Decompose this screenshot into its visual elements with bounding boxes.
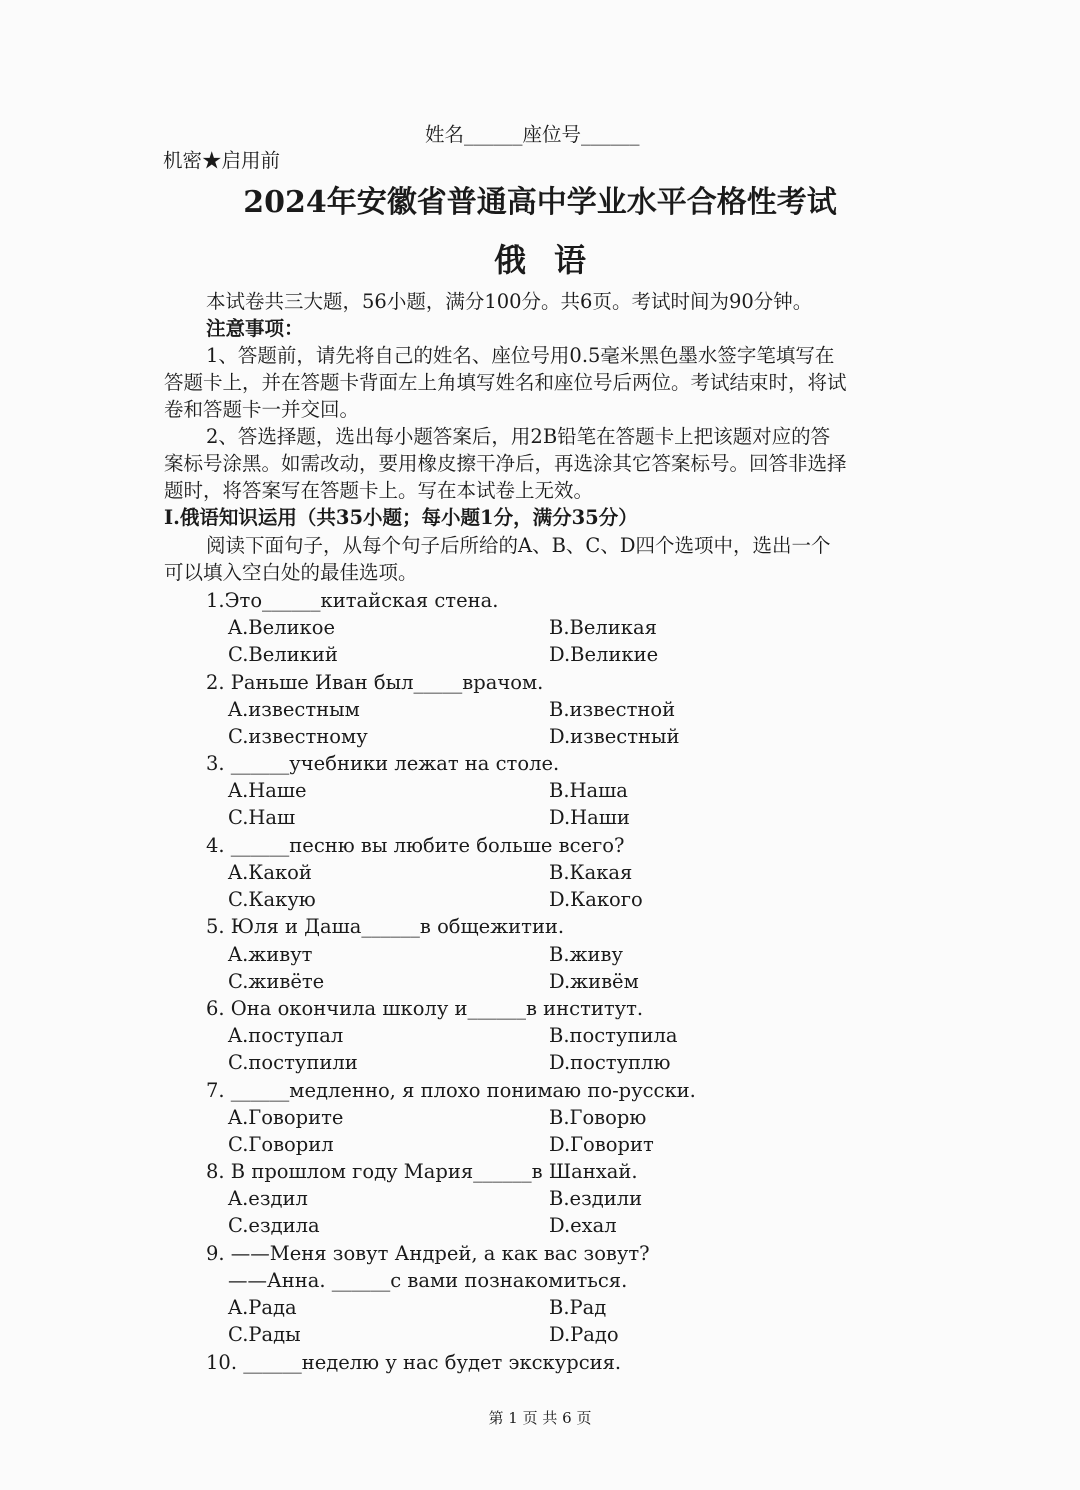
question-9-option-a: A.Рада [228, 1296, 297, 1319]
exam-title: 2024年安徽省普通高中学业水平合格性考试 [243, 185, 837, 220]
question-9-option-c: C.Рады [228, 1323, 301, 1346]
question-6-option-a: A.поступал [228, 1024, 344, 1047]
question-3-option-c: C.Наш [228, 806, 296, 829]
question-9-option-b: B.Рад [549, 1296, 607, 1319]
question-7-option-c: C.Говорил [228, 1133, 334, 1156]
question-4-stem: 4. ______песню вы любите больше всего? [206, 834, 625, 857]
name-seat-field: 姓名______座位号______ [425, 123, 640, 146]
question-4-option-b: B.Какая [549, 861, 633, 884]
section-1-heading: I.俄语知识运用（共35小题；每小题1分，满分35分） [164, 506, 638, 529]
exam-subject: 俄语 [493, 241, 614, 279]
question-8-option-b: B.ездили [549, 1187, 643, 1210]
question-2-option-b: B.известной [549, 698, 676, 721]
notice-1-line-1: 1、答题前，请先将自己的姓名、座位号用0.5毫米黑色墨水签字笔填写在 [206, 344, 835, 367]
question-9-stem-reply: ——Анна. ______с вами познакомиться. [228, 1269, 628, 1292]
question-8-option-d: D.ехал [549, 1214, 617, 1237]
question-8-option-a: A.ездил [228, 1187, 308, 1210]
question-1-stem: 1.Это______китайская стена. [206, 589, 499, 612]
question-7-option-a: A.Говорите [228, 1106, 344, 1129]
notice-2-line-1: 2、答选择题，选出每小题答案后，用2B铅笔在答题卡上把该题对应的答 [206, 425, 831, 448]
question-5-option-a: A.живут [228, 943, 313, 966]
question-5-option-d: D.живём [549, 970, 639, 993]
section-1-instruction-2: 可以填入空白处的最佳选项。 [164, 561, 418, 584]
exam-summary: 本试卷共三大题，56小题，满分100分。共6页。考试时间为90分钟。 [206, 290, 813, 313]
question-5-option-b: B.живу [549, 943, 623, 966]
question-1-option-d: D.Великие [549, 643, 659, 666]
question-4-option-c: C.Какую [228, 888, 316, 911]
question-7-stem: 7. ______медленно, я плохо понимаю по-русски. [206, 1079, 696, 1102]
question-9-stem: 9. ——Меня зовут Андрей, а как вас зовут? [206, 1242, 650, 1265]
notice-heading: 注意事项： [206, 317, 304, 340]
question-10-stem: 10. ______неделю у нас будет экскурсия. [206, 1351, 622, 1374]
question-5-option-c: C.живёте [228, 970, 325, 993]
notice-1-line-2: 答题卡上，并在答题卡背面左上角填写姓名和座位号后两位。考试结束时，将试 [164, 371, 847, 394]
question-4-option-a: A.Какой [228, 861, 312, 884]
question-3-stem: 3. ______учебники лежат на столе. [206, 752, 560, 775]
question-6-stem: 6. Она окончила школу и______в институт. [206, 997, 644, 1020]
question-6-option-d: D.поступлю [549, 1051, 671, 1074]
question-6-option-c: C.поступили [228, 1051, 358, 1074]
question-3-option-d: D.Наши [549, 806, 630, 829]
question-2-option-d: D.известный [549, 725, 680, 748]
question-8-stem: 8. В прошлом году Мария______в Шанхай. [206, 1160, 638, 1183]
question-4-option-d: D.Какого [549, 888, 643, 911]
confidential-mark: 机密★启用前 [163, 149, 281, 172]
question-1-option-a: A.Великое [228, 616, 336, 639]
question-2-option-c: C.известному [228, 725, 368, 748]
question-7-option-d: D.Говорит [549, 1133, 654, 1156]
question-1-option-b: B.Великая [549, 616, 657, 639]
section-1-instruction-1: 阅读下面句子，从每个句子后所给的A、B、C、D四个选项中，选出一个 [206, 534, 831, 557]
question-7-option-b: B.Говорю [549, 1106, 647, 1129]
question-2-stem: 2. Раньше Иван был_____врачом. [206, 671, 544, 694]
notice-2-line-2: 案标号涂黑。如需改动，要用橡皮擦干净后，再选涂其它答案标号。回答非选择 [164, 452, 847, 475]
notice-1-line-3: 卷和答题卡一并交回。 [164, 398, 360, 421]
page-footer: 第 1 页 共 6 页 [488, 1409, 592, 1427]
question-2-option-a: A.известным [228, 698, 360, 721]
question-9-option-d: D.Радо [549, 1323, 619, 1346]
question-5-stem: 5. Юля и Даша______в общежитии. [206, 915, 565, 938]
question-6-option-b: B.поступила [549, 1024, 678, 1047]
question-8-option-c: C.ездила [228, 1214, 320, 1237]
question-3-option-b: B.Наша [549, 779, 628, 802]
question-1-option-c: C.Великий [228, 643, 338, 666]
question-3-option-a: A.Наше [228, 779, 307, 802]
notice-2-line-3: 题时，将答案写在答题卡上。写在本试卷上无效。 [164, 479, 594, 502]
